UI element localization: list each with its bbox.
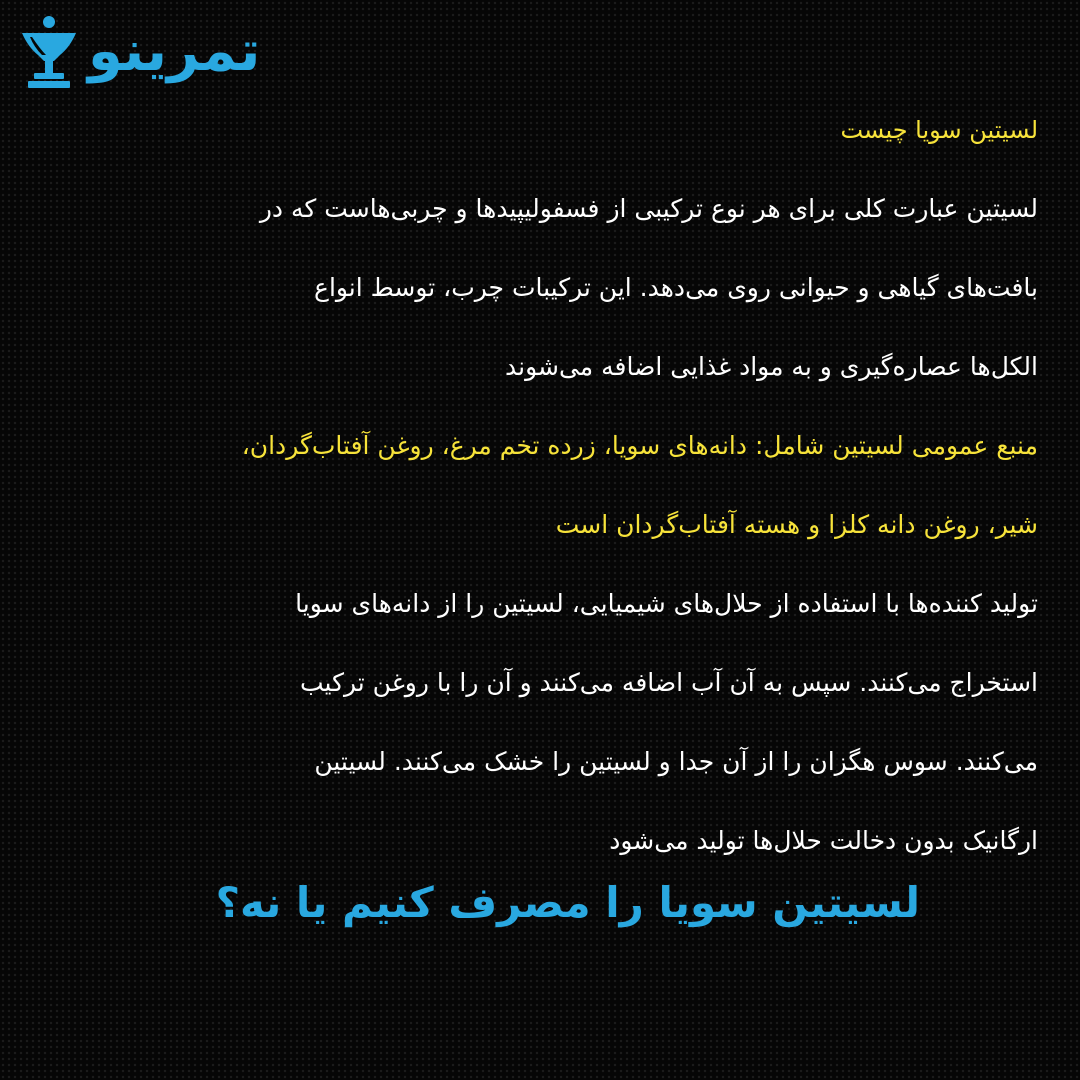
production-line: ارگانیک بدون دخالت حلال‌ها تولید می‌شود bbox=[609, 826, 1038, 855]
body-line: بافت‌های گیاهی و حیوانی روی می‌دهد. این ترکیبات چرب، توسط انواع bbox=[314, 273, 1038, 302]
article-body bbox=[40, 104, 1038, 894]
production-line: تولید کننده‌ها با استفاده از حلال‌های شیمیایی، لسیتین را از دانه‌های سویا bbox=[295, 589, 1038, 618]
production-line: می‌کنند. سوس هگزان را از آن جدا و لسیتین را خشک می‌کنند. لسیتین bbox=[314, 747, 1038, 776]
trophy-cup-icon bbox=[16, 13, 82, 91]
footer-question: لسیتین سویا را مصرف کنیم یا نه؟ bbox=[215, 878, 920, 927]
sources-line: شیر، روغن دانه کلزا و هسته آفتاب‌گردان است bbox=[555, 510, 1038, 539]
brand-logo bbox=[16, 12, 436, 92]
sources-line: منبع عمومی لسیتین شامل: دانه‌های سویا، زرده تخم مرغ، روغن آفتاب‌گردان، bbox=[241, 431, 1038, 460]
body-line: لسیتین عبارت کلی برای هر نوع ترکیبی از فسفولیپیدها و چربی‌هاست که در bbox=[259, 194, 1038, 223]
production-line: استخراج می‌کنند. سپس به آن آب اضافه می‌کنند و آن را با روغن ترکیب bbox=[299, 668, 1038, 697]
brand-name: تمرینو bbox=[88, 19, 261, 84]
article-title: لسیتین سویا چیست bbox=[840, 116, 1038, 144]
body-line: الکل‌ها عصاره‌گیری و به مواد غذایی اضافه می‌شوند bbox=[505, 352, 1038, 381]
